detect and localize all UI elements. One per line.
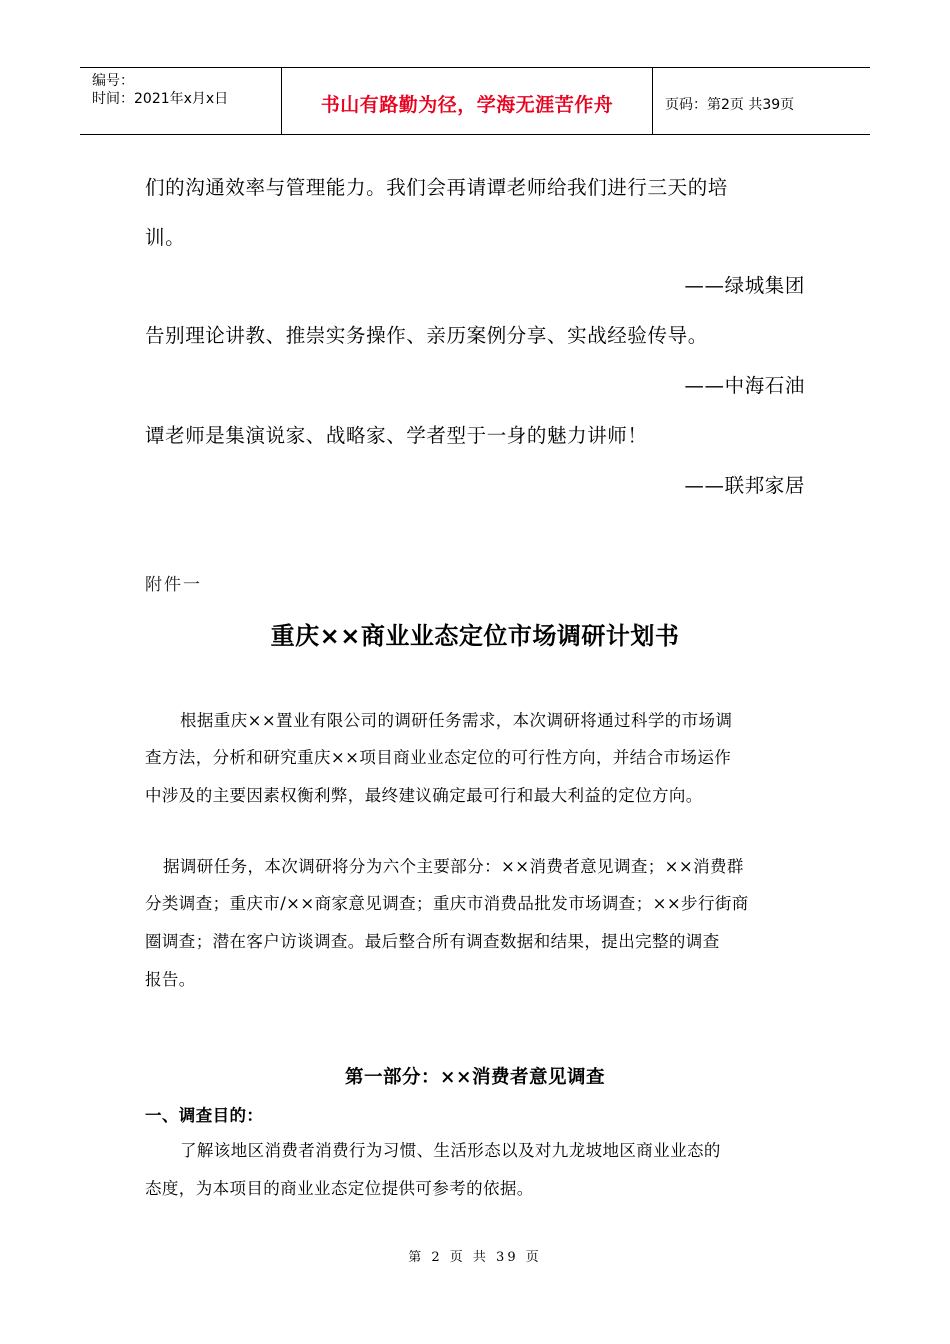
body-line: 态度，为本项目的商业业态定位提供可参考的依据。	[145, 1179, 534, 1198]
header-page-cell	[653, 68, 870, 134]
body-line: 中涉及的主要因素权衡利弊，最终建议确定最可行和最大利益的定位方向。	[145, 786, 703, 805]
header-meta-cell	[80, 68, 281, 134]
testimonial-line: 训。	[145, 226, 186, 249]
body-line: 报告。	[145, 970, 196, 989]
page-header	[80, 67, 870, 135]
testimonial-signature: ——中海石油	[684, 374, 805, 397]
testimonial-signature: ——联邦家居	[684, 474, 805, 497]
body-line: 分类调查；重庆市/××商家意见调查；重庆市消费品批发市场调查；××步行街商	[145, 894, 749, 913]
testimonial-line: 们的沟通效率与管理能力。我们会再请谭老师给我们进行三天的培	[145, 176, 728, 199]
header-motto-cell	[281, 68, 653, 134]
subsection-heading: 一、调查目的：	[145, 1106, 264, 1125]
section-heading: 第一部分：××消费者意见调查	[344, 1067, 605, 1088]
attachment-label: 附件一	[145, 575, 202, 595]
body-line: 根据重庆××置业有限公司的调研任务需求，本次调研将通过科学的市场调	[180, 711, 733, 730]
testimonial-signature: ——绿城集团	[684, 274, 805, 297]
document-title: 重庆××商业业态定位市场调研计划书	[270, 622, 680, 650]
body-line: 据调研任务，本次调研将分为六个主要部分：××消费者意见调查；××消费群	[163, 857, 744, 876]
header-motto: 书山有路勤为径，学海无涯苦作舟	[320, 94, 614, 116]
testimonial-line: 告别理论讲教、推崇实务操作、亲历案例分享、实战经验传导。	[145, 324, 708, 347]
body-line: 了解该地区消费者消费行为习惯、生活形态以及对九龙坡地区商业业态的	[180, 1141, 721, 1160]
header-page-code: 页码：第2页 共39页	[665, 97, 795, 113]
testimonial-line: 谭老师是集演说家、战略家、学者型于一身的魅力讲师！	[145, 424, 648, 447]
page-footer: 第 2 页 共 39 页	[408, 1250, 542, 1265]
body-line: 圈调查；潜在客户访谈调查。最后整合所有调查数据和结果，提出完整的调查	[145, 932, 720, 951]
body-line: 查方法，分析和研究重庆××项目商业业态定位的可行性方向，并结合市场运作	[145, 748, 732, 767]
doc-number-label: 编号：	[92, 73, 134, 89]
doc-date-label: 时间：2021年x月x日	[92, 91, 229, 107]
